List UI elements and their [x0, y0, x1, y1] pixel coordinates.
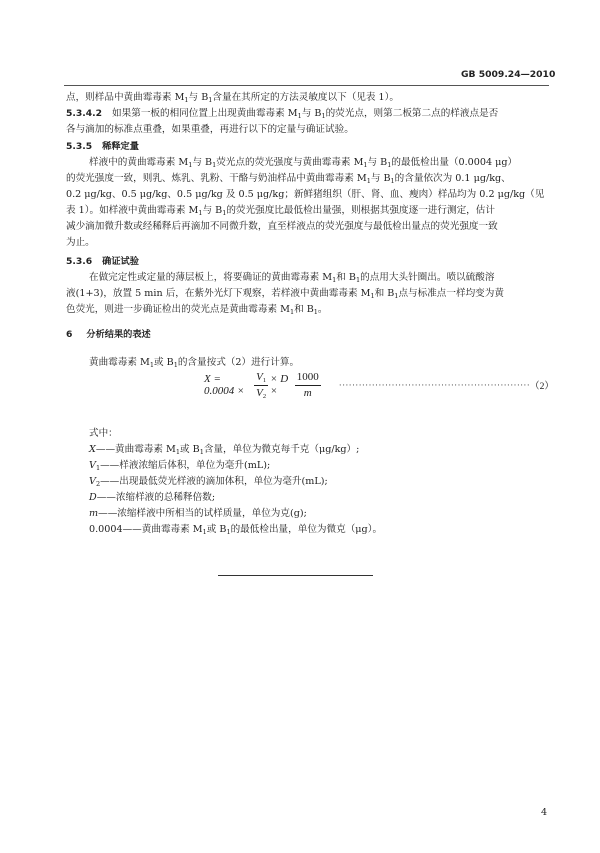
- section-5342-line2: 各与滴加的标准点重叠，如果重叠，再进行以下的定量与确证试验。: [66, 124, 354, 135]
- section-535-line1: 样液中的黄曲霉毒素 $M_1$与 $B_1$荧光点的荧光强度与黄曲霉毒素 $M_1$与 $B_1$的最低检出量（0.0004 μg）: [89, 157, 518, 169]
- continuation-paragraph: 点，则样品中黄曲霉毒素 $M_1$与 $B_1$含量在其所定的方法灵敏度以下（见表 1）。: [66, 92, 400, 104]
- section-535-line3: 0.2 μg/kg、0.5 μg/kg、0.5 μg/kg 及 0.5 μg/kg；新鲜猪组织（肝、肾、血、瘦肉）样品均为 0.2 μg/kg（见: [66, 189, 545, 200]
- section-535-heading: 5.3.5 稀释定量: [66, 141, 139, 152]
- definition-x: X——黄曲霉毒素 $M_1$或 $B_1$含量，单位为微克每千克（μg/kg）;: [89, 444, 360, 456]
- definition-d: D——浓缩样液的总稀释倍数;: [89, 492, 216, 503]
- definition-0-0004: 0.0004——黄曲霉毒素 $M_1$或 $B_1$的最低检出量，单位为微克（μg）。: [89, 524, 383, 536]
- fraction-1000-m: $\frac{1000}{m}$: [296, 370, 319, 399]
- section-6-intro: 黄曲霉毒素 $M_1$或 $B_1$的含量按式（2）进行计算。: [89, 357, 300, 369]
- equation-number: （2）: [530, 381, 554, 392]
- definition-v1: $V_1——$样液浓缩后体积，单位为毫升(mL);: [89, 460, 271, 472]
- section-title: 分析结果的表述: [86, 329, 151, 340]
- fraction-v1-v2: $\frac{V_1}{V_2}$: [256, 370, 267, 400]
- section-535-line6: 为止。: [66, 237, 95, 248]
- definition-v2: $V_2——$出现最低荧光样液的滴加体积，单位为毫升(mL);: [89, 476, 328, 488]
- section-535-line2: 的荧光强度一致，则乳、炼乳、乳粉、干酪与奶油样品中黄曲霉毒素 $M_1$与 $B_1$的含量依次为 0.1 μg/kg、: [66, 173, 511, 185]
- section-title: 确证试验: [102, 256, 139, 267]
- section-536-line1: 在做完定性或定量的薄层板上，将要确证的黄曲霉毒素 $M_1$和 $B_1$的点用大头针圈出。喷以硫酸溶: [89, 272, 495, 284]
- where-label: 式中：: [89, 428, 118, 439]
- section-535-line5: 减少滴加微升数或经稀释后再滴加不同微升数，直至样液点的荧光强度与最低检出量点的荧光强度一致: [66, 221, 498, 232]
- formula-2: [204, 360, 554, 410]
- formula-lhs: X = 0.0004 ×: [204, 373, 245, 397]
- formula-leader-dots: ··························································: [338, 380, 531, 390]
- section-number: 5.3.4.2: [66, 108, 103, 119]
- section-536-heading: 5.3.6 确证试验: [66, 256, 139, 267]
- page-number: 4: [541, 807, 548, 818]
- section-title: 稀释定量: [102, 141, 139, 152]
- section-536-line3: 色荧光，则进一步确证检出的荧光点是黄曲霉毒素 $M_1$和 $B_1$。: [66, 304, 328, 316]
- section-6-heading: 6 分析结果的表述: [66, 329, 151, 340]
- section-535-line4: 表 1）。如样液中黄曲霉毒素 $M_1$与 $B_1$的荧光强度比最低检出量强，则根据其强度逐一进行测定，估计: [66, 205, 495, 217]
- standard-code: GB 5009.24—2010: [461, 69, 556, 80]
- header-rule: [64, 85, 549, 86]
- section-5342-line1: 5.3.4.2 如果第一板的相同位置上出现黄曲霉毒素 $M_1$与 $B_1$的荧光点，则第二板第二点的样液点是否: [66, 108, 499, 120]
- end-rule: [218, 575, 373, 576]
- definition-m: m——浓缩样液中所相当的试样质量，单位为克(g);: [89, 508, 307, 519]
- section-536-line2: 液(1+3)，放置 5 min 后，在紫外光灯下观察，若样液中黄曲霉毒素 $M_1$和 $B_1$点与标准点一样均变为黄: [66, 288, 504, 300]
- formula-mid: × D ×: [270, 373, 289, 397]
